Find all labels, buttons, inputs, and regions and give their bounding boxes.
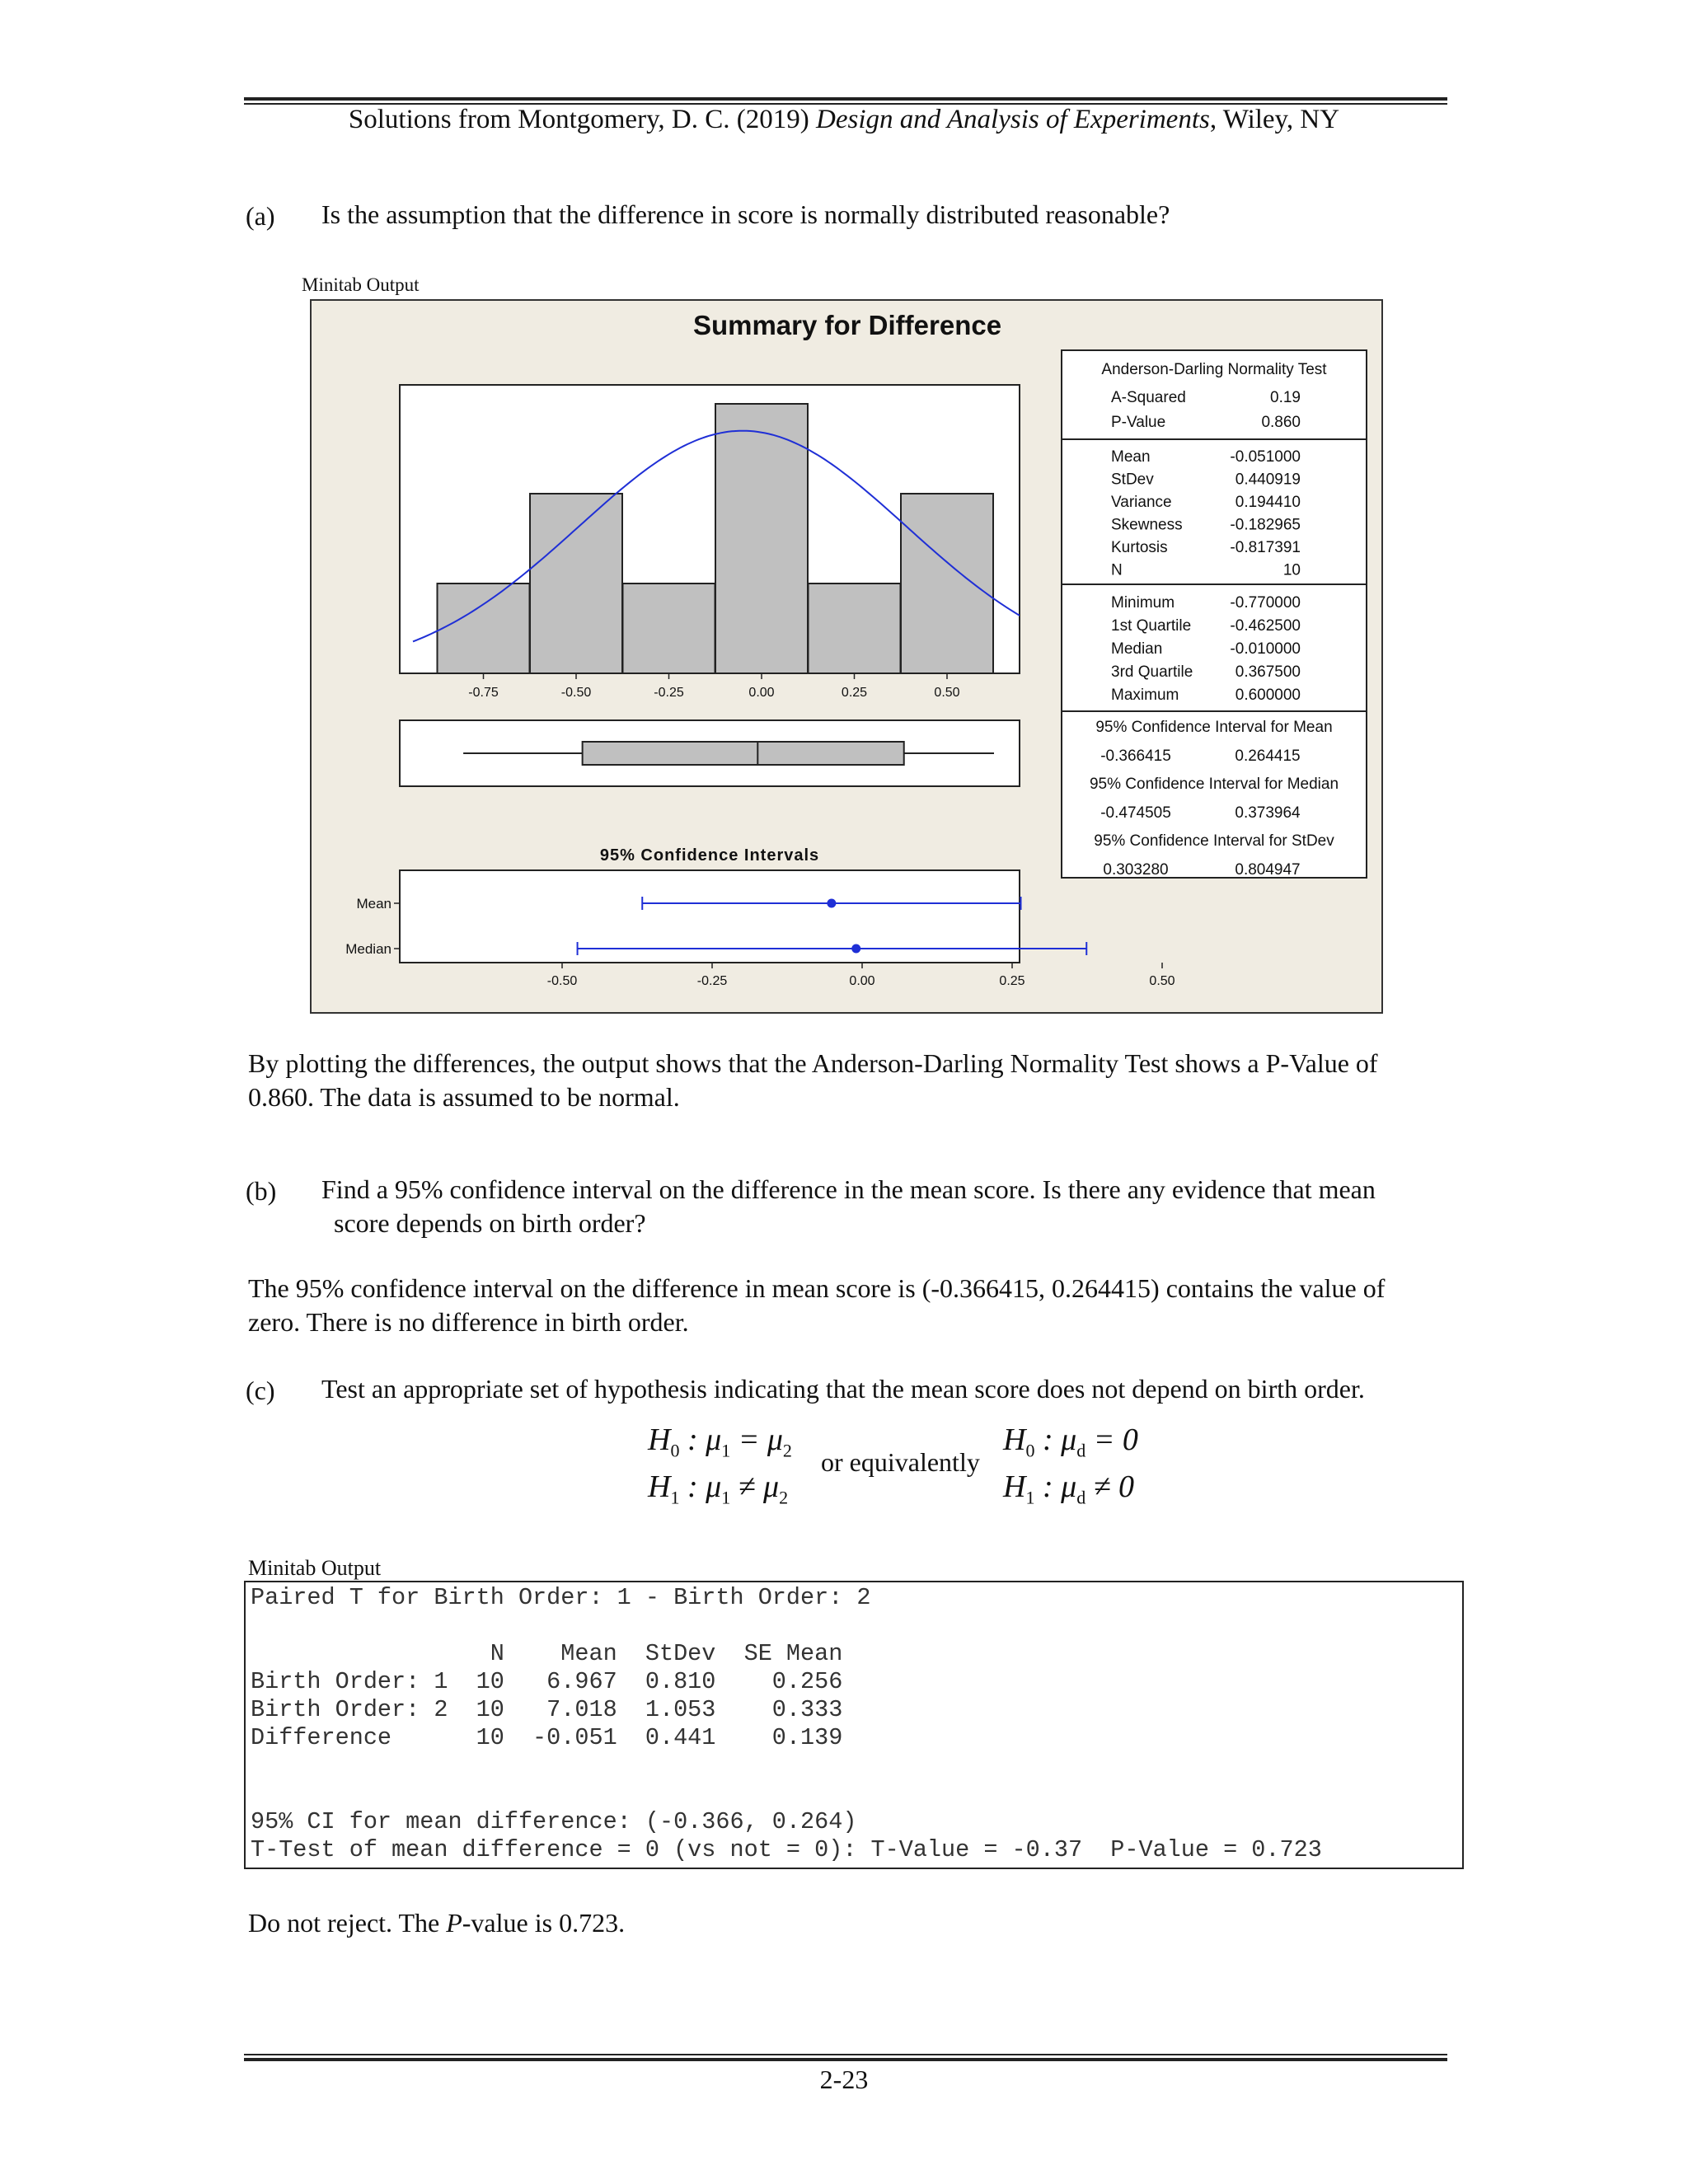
stats-ci-low: -0.474505: [1100, 804, 1171, 822]
quantile-label: Median: [1111, 640, 1163, 658]
output-line: Difference 10 -0.051 0.441 0.139: [251, 1724, 843, 1751]
histogram-bar: [715, 404, 808, 673]
conclusion-p: P: [446, 1908, 462, 1938]
moment-label: StDev: [1111, 471, 1154, 489]
quantile-label: Maximum: [1111, 687, 1179, 704]
h1-right: $H_1$ : $\mu_d \ne 0$: [1003, 1469, 1135, 1508]
header-prefix: Solutions from Montgomery, D. C. (2019): [348, 105, 816, 134]
part-a-answer-line1: By plotting the differences, the output shows that the Anderson-Darling Normality Test shows a P-Value of: [248, 1048, 1378, 1078]
moment-label: N: [1111, 561, 1123, 579]
ad-value: 0.860: [1261, 414, 1301, 431]
quantile-value: 0.600000: [1235, 687, 1301, 704]
moment-label: Kurtosis: [1111, 539, 1168, 556]
hist-tick-label: 0.00: [748, 686, 775, 700]
quantile-value: 0.367500: [1235, 663, 1301, 681]
conclusion: [248, 1906, 625, 1940]
ci-point: [851, 944, 860, 954]
hist-tick-label: 0.25: [841, 686, 868, 700]
moment-value: -0.182965: [1230, 516, 1301, 534]
summary-chart: [312, 301, 1381, 1012]
conclusion-suffix: -value is 0.723.: [462, 1908, 626, 1938]
hist-tick-label: 0.50: [934, 686, 960, 700]
chart-title: Summary for Difference: [692, 310, 1002, 340]
ci-tick-label: 0.25: [999, 974, 1025, 988]
quantile-label: 3rd Quartile: [1111, 663, 1193, 681]
part-b-answer-line1: The 95% confidence interval on the difference in mean score is (-0.366415, 0.264415) contains the value of: [248, 1273, 1386, 1303]
moment-value: 0.194410: [1235, 494, 1301, 511]
moment-label: Mean: [1111, 448, 1151, 466]
stats-ci-high: 0.373964: [1235, 804, 1301, 822]
quantile-value: -0.770000: [1230, 594, 1301, 612]
moment-value: -0.051000: [1230, 448, 1301, 466]
ad-label: P-Value: [1111, 414, 1166, 431]
footer-rule-thin: [244, 2054, 1447, 2055]
hist-tick-label: -0.75: [468, 686, 499, 700]
output-line: 95% CI for mean difference: (-0.366, 0.264): [251, 1808, 857, 1835]
ci-row-label: Median: [345, 941, 392, 957]
h0-left: $H_0$ : $\mu_1 = \mu_2$: [648, 1422, 792, 1461]
moment-value: 0.440919: [1235, 471, 1301, 489]
minitab-summary-panel: [310, 299, 1383, 1014]
stats-ci-low: -0.366415: [1100, 748, 1171, 765]
moment-value: -0.817391: [1230, 539, 1301, 556]
stats-ci-title: 95% Confidence Interval for Median: [1089, 776, 1339, 793]
histogram-bar: [530, 494, 622, 673]
ci-point: [827, 899, 836, 908]
ci-tick-label: 0.50: [1149, 974, 1175, 988]
output-line: Birth Order: 1 10 6.967 0.810 0.256: [251, 1668, 843, 1695]
moment-label: Skewness: [1111, 516, 1183, 534]
part-c-question: Test an appropriate set of hypothesis indicating that the mean score does not depend on birth order.: [321, 1374, 1365, 1404]
ci-tick-label: -0.50: [546, 974, 578, 988]
stats-ci-title: 95% Confidence Interval for StDev: [1094, 832, 1334, 850]
moment-label: Variance: [1111, 494, 1172, 511]
hist-tick-label: -0.25: [654, 686, 684, 700]
ad-title: Anderson-Darling Normality Test: [1101, 361, 1327, 378]
running-header: [0, 105, 1688, 135]
ci-tick-label: -0.25: [696, 974, 728, 988]
stats-ci-high: 0.804947: [1235, 861, 1301, 879]
footer-rule-thick: [244, 2058, 1447, 2061]
h1-left: $H_1$ : $\mu_1 \ne \mu_2$: [648, 1469, 789, 1508]
or-equivalently: or equivalently: [821, 1447, 980, 1477]
boxplot-box: [583, 742, 904, 765]
ad-label: A-Squared: [1111, 389, 1186, 406]
part-c-label: (c): [246, 1376, 275, 1405]
output-line: Birth Order: 2 10 7.018 1.053 0.333: [251, 1696, 843, 1723]
minitab-caption-a: Minitab Output: [302, 274, 420, 295]
ci-title: 95% Confidence Intervals: [599, 846, 820, 865]
stats-ci-low: 0.303280: [1103, 861, 1169, 879]
part-b-answer-line2: zero. There is no difference in birth order.: [248, 1307, 689, 1337]
stats-ci-high: 0.264415: [1235, 748, 1301, 765]
output-line: T-Test of mean difference = 0 (vs not = 0): T-Value = -0.37 P-Value = 0.723: [251, 1836, 1322, 1863]
hist-tick-label: -0.50: [560, 686, 592, 700]
output-line: N Mean StDev SE Mean: [251, 1640, 843, 1667]
part-b-question-line2: score depends on birth order?: [334, 1208, 646, 1238]
page-number: 2-23: [819, 2064, 869, 2094]
part-a-question: Is the assumption that the difference in score is normally distributed reasonable?: [321, 199, 1170, 229]
histogram-bar: [438, 583, 530, 673]
ci-row-label: Mean: [356, 896, 392, 912]
histogram-bar: [809, 583, 901, 673]
ci-tick-label: 0.00: [849, 974, 875, 988]
histogram-bar: [901, 494, 993, 673]
header-suffix: , Wiley, NY: [1209, 105, 1340, 134]
part-a-answer-line2: 0.860. The data is assumed to be normal.: [248, 1082, 680, 1112]
stats-panel: [1062, 350, 1367, 878]
ad-value: 0.19: [1270, 389, 1301, 406]
quantile-value: -0.462500: [1230, 617, 1301, 635]
part-b-question-line1: Find a 95% confidence interval on the difference in the mean score. Is there any evidence that mean: [321, 1174, 1376, 1204]
header-book-title: Design and Analysis of Experiments: [816, 105, 1210, 134]
output-line: Paired T for Birth Order: 1 - Birth Order: 2: [251, 1584, 871, 1611]
minitab-caption-c: Minitab Output: [248, 1556, 382, 1580]
conclusion-prefix: Do not reject. The: [248, 1908, 447, 1938]
part-b-label: (b): [246, 1176, 277, 1206]
part-a-label: (a): [246, 201, 275, 231]
quantile-label: 1st Quartile: [1111, 617, 1192, 635]
header-rule-thick: [244, 97, 1447, 101]
h0-right: $H_0$ : $\mu_d = 0$: [1003, 1422, 1138, 1461]
quantile-label: Minimum: [1111, 594, 1175, 612]
quantile-value: -0.010000: [1230, 640, 1301, 658]
paired-t-output: [244, 1581, 1464, 1869]
stats-ci-title: 95% Confidence Interval for Mean: [1095, 719, 1333, 736]
moment-value: 10: [1282, 561, 1301, 579]
histogram-bar: [623, 583, 715, 673]
